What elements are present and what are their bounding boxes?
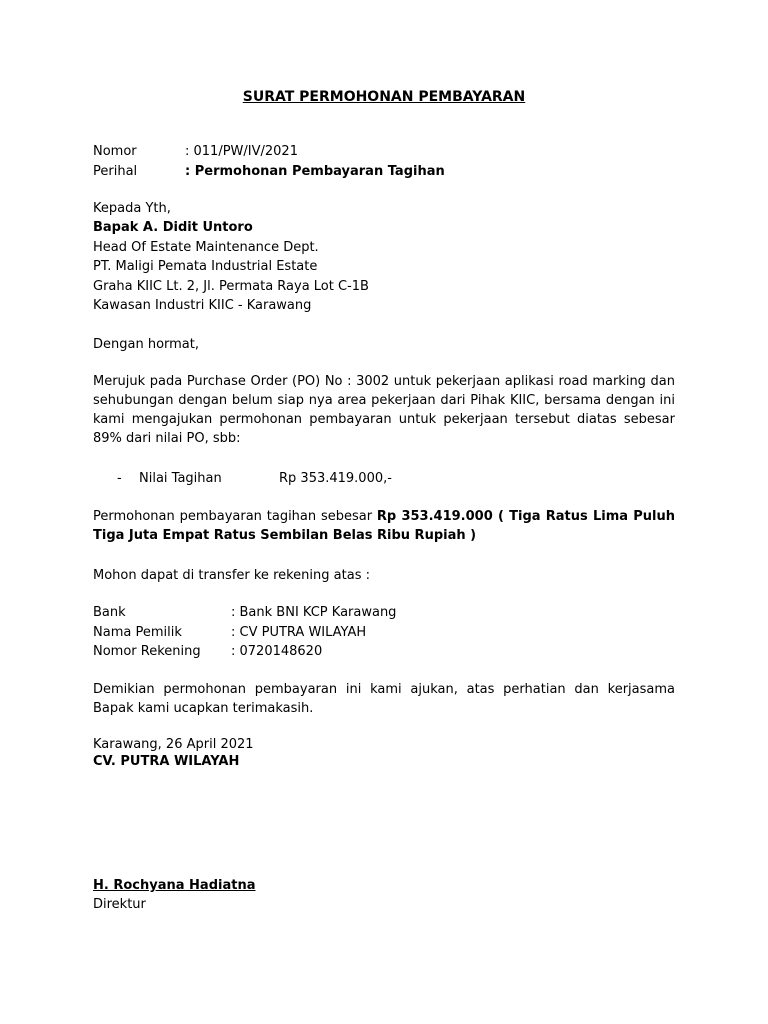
signature-company: CV. PUTRA WILAYAH: [93, 754, 240, 769]
para2-normal: Permohonan pembayaran tagihan sebesar: [93, 509, 377, 524]
bullet-dash: -: [117, 471, 122, 486]
bullet-value: Rp 353.419.000,-: [279, 471, 392, 486]
recipient-greeting: Kepada Yth,: [93, 201, 171, 216]
bank-label: Bank: [93, 605, 126, 620]
recipient-position: Head Of Estate Maintenance Dept.: [93, 240, 319, 255]
bullet-label: Nilai Tagihan: [139, 471, 222, 486]
signatory-role: Direktur: [93, 897, 146, 912]
closing-paragraph: Demikian permohonan pembayaran ini kami ajukan, atas perhatian dan kerjasama Bapak kami ucapkan terimakasih.: [93, 682, 675, 716]
owner-value: : CV PUTRA WILAYAH: [231, 625, 367, 640]
recipient-address-1: Graha KIIC Lt. 2, Jl. Permata Raya Lot C-1B: [93, 279, 369, 294]
transfer-intro: Mohon dapat di transfer ke rekening atas :: [93, 568, 370, 583]
account-value: : 0720148620: [231, 644, 323, 659]
signatory-name: H. Rochyana Hadiatna: [93, 878, 256, 893]
bank-value: : Bank BNI KCP Karawang: [231, 605, 397, 620]
letter-title: SURAT PERMOHONAN PEMBAYARAN: [242, 89, 526, 105]
perihal-value: : Permohonan Pembayaran Tagihan: [185, 164, 445, 179]
nomor-label: Nomor: [93, 144, 137, 159]
body-paragraph-1: Merujuk pada Purchase Order (PO) No : 3002 untuk pekerjaan aplikasi road marking dan sehubungan dengan belum siap nya area pekerjaan dari Pihak KIIC, bersama dengan ini kami mengajukan permohonan pembayaran untuk pekerjaan tersebut diatas sebesar 89% dari nilai PO, sbb:: [93, 374, 675, 446]
recipient-address-2: Kawasan Industri KIIC - Karawang: [93, 298, 312, 313]
perihal-label: Perihal: [93, 164, 138, 179]
salutation: Dengan hormat,: [93, 337, 200, 352]
owner-label: Nama Pemilik: [93, 625, 182, 640]
place-date: Karawang, 26 April 2021: [93, 737, 254, 752]
recipient-company: PT. Maligi Pemata Industrial Estate: [93, 259, 318, 274]
nomor-value: : 011/PW/IV/2021: [185, 144, 298, 159]
body-paragraph-2: [93, 507, 675, 545]
recipient-name: Bapak A. Didit Untoro: [93, 220, 253, 235]
account-label: Nomor Rekening: [93, 644, 201, 659]
para2-amount: Rp 353.419.000 ( Tiga Ratus Lima Puluh Tiga Juta Empat Ratus Sembilan Belas Ribu Rupiah ): [93, 509, 676, 543]
